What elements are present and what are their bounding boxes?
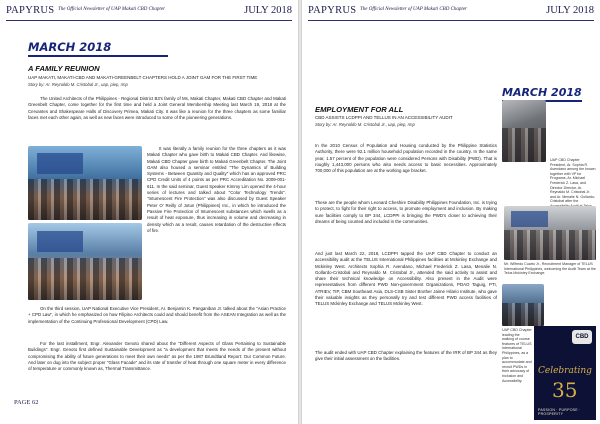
group-photo [28,146,142,220]
header-tagline: The Official Newsletter of UAP Makati CBD Chapter [58,7,165,12]
article-byline: Story by: Ar. Reynaldo M. Cristobal Jr., uap, piep, rmp [315,122,415,127]
crowd-shape [504,230,596,260]
brand-title: PAPYRUS [6,5,55,16]
caption-welcome: Mr. Wilfredo Cuarto Jr., Recruitment Manager of TELUS International Philippines, welcoming the Audit Team at the Telus Mckinley Exchange. [504,262,596,276]
page-number: PAGE 62 [14,399,39,406]
article-subtitle: CBD ASSISTS LCDPPI AND TELLUS IN AN ACCESSIBILITY AUDIT [315,115,453,120]
crowd-shape [28,179,142,220]
stage-backdrop [511,211,548,226]
crowd-shape [502,128,546,162]
month-label: MARCH 2018 [502,86,582,102]
para-census: In the 2010 Census of Population and Housing conducted by the Philippine Statistics Authority, there were 92.1 million household population recorded in the country. In the same year, 1.57 percent of the population were considered Persons with Disability (PWD). That is roughly 1,443,000 persons who also needs access to basic necessities. Approximately 700,000 of this population are at the working age bracket. [315,143,497,174]
para-lcdppi: These are the people whom Leonard Cheshire Disability Philippines Foundation, Inc. is trying to protect, to fight for their right to access, to promote employment and inclusion. By making sure facilities comply to BP 344, LCDPPI is bringing the PWD's closer to achieving their dreams of being counted and included in the communities. [315,200,497,224]
header-tagline: The Official Newsletter of UAP Makati CBD Chapter [360,7,467,12]
intro-paragraph: The United Architects of the Philippines - Regional District B3's family of Ms, Makati Chapter, Makati CBD Chapter and Makati Greenbelt Chapter, come together for the first time and held a Joint General Membership Meeting last March 19, 2018 at the Cervantes and Shakespeare Halls of Discovery Primea, Makati City. It was like a reunion for the three chapters as some familiar faces met each other again, as well as new faces were introduced to some of the pioneering generations. [28,96,286,120]
stage-backdrop [37,231,83,253]
issue-date: JULY 2018 [244,5,292,16]
article-subtitle: UAP MAKATI, MAKATI-CBD AND MAKATI-GREENBELT CHAPTERS HOLD A JOINT GAM FOR THE FIRST TIME [28,75,258,80]
column-paragraph: It was literally a family reunion for the three chapters as it was Makati Chapter who gave birth to Makati CBD Chapter. And likewise, Makati CBD Chapter gave birth to Makati Greenbelt Chapter. The Joint GAM also housed a seminar entitled "The Dynamics of Building Systems - Between Quantity and Quality" which has an approved PRC CPD Credit Units of 4 points as per PRC Accreditation No. 2009-001-611. In the said seminar, Guest Speaker Kimmy Lim opened the 4-hour series of lectures and talked about "Color Technology Trends". "Intumescent Fire Protection" was also discussed by Guest Speaker Peter O' Reilly of Jotun (Philippines) Inc., in which he introduced the Passive Fire Protection of Intumescent substances which swells as a result of heat exposure, thus increasing in volume and decreasing in density which as a result, causes retardation of the destructive effects of fire. [147,146,286,233]
audit-team-photo [502,100,546,162]
anniversary-badge [534,326,596,420]
caption-audit-team: UAP CBD Chapter President, Ar. Sophia R. Avendano among the known together with VP for Programs, Ar. Michael Frederick Z. Lasa, and Director Director, Ar. Reynaldo M. Cristobal Jr. and Ar. Menalie N. Gollardo-Cristobal after the [550,158,596,204]
para-third-session: On the third session, UAP National Executive Vice President, Ar. Benjamin K. Panganiban Jr. talked about the "Asian Practice + CPD Law", in which he emphasized on how Filipino Architects could and should benefit from the ASEAN Integration as well as the implementation of the Continuing Professional Development (CPD) Law. [28,306,286,324]
crowd-shape [28,258,142,300]
article-title: EMPLOYMENT FOR ALL [315,105,404,114]
left-page [0,0,298,424]
article-title: A FAMILY REUNION [28,64,100,73]
badge-years: 35 [552,378,578,402]
stage-backdrop [37,153,83,174]
seminar-photo [28,223,142,300]
para-last-installment: For the last installment, Engr. Alexander Genoto shared about the "Different Aspects of Glass Pertaining to Sustainable Buildings". Engr. Genoto first defined Sustainable Development as "a development that meets the needs of the present without compromising the ability of future generations to meet their own needs" as per the 1987 Brundtland Report: Our Common Future. And later on dug into the subject proper "Glass Facade" and its rate of transfer of heat through one square meter in every difference of temperature or commonly known as, Thermal Transmittance. [28,341,286,372]
right-page-header [308,4,594,21]
caption-walkthrough: UAP CBD Chapter leading the walking of course features of TELUS International Philippines, as a plan to accommodate and recruit PWDs in their advocacy of Inclusion and Accessibility. [502,328,532,383]
crowd-shape [502,303,544,326]
presentation-photo [504,206,596,260]
issue-date: JULY 2018 [546,5,594,16]
cbd-logo: CBD [572,330,592,344]
month-label: MARCH 2018 [28,40,168,57]
left-page-header [6,4,292,21]
para-audit: And just last March 22, 2018, LCDPPI tapped the UAP CBD Chapter to conduct an accessibility audit at the TELUS International Philippines facilities at Mckinley Exchange and Mckinley West. Architects Sophia R. Avendano, Michael Frederick Z. Lasa, Menalie N. Gollardo-Cristobal and Reynaldo M. Cristobal Jr., attended the said activity to assist and share their technical knowledge on Accessibility. Also present in the Audit were representatives from different PWD Non-government Organizations, PDAO Taguig, PTI, ATRIEV, TIP, CBM Southeast Asia, DLS-CSB Sister Brother Jaime Hilario Institute, who gave their valuable insights as they personally try and test different PWD access facilities of TELUS Mckinley Exchange and TELUS Mckinley West. [315,251,497,307]
article-byline: Story by: Ar. Reynaldo M. Cristobal Jr., uap, piep, rmp [28,82,128,87]
walkthrough-photo [502,284,544,326]
brand-title: PAPYRUS [308,5,357,16]
badge-tagline: PASSION · PURPOSE · PROSPERITY [538,408,581,416]
badge-celebrating: Celebrating [538,366,592,376]
right-page [302,0,600,424]
para-audit-end: The audit ended with UAP CBD Chapter explaining the features of the IRR of BP 344 as they give their initial assessment on the facilities. [315,350,497,362]
